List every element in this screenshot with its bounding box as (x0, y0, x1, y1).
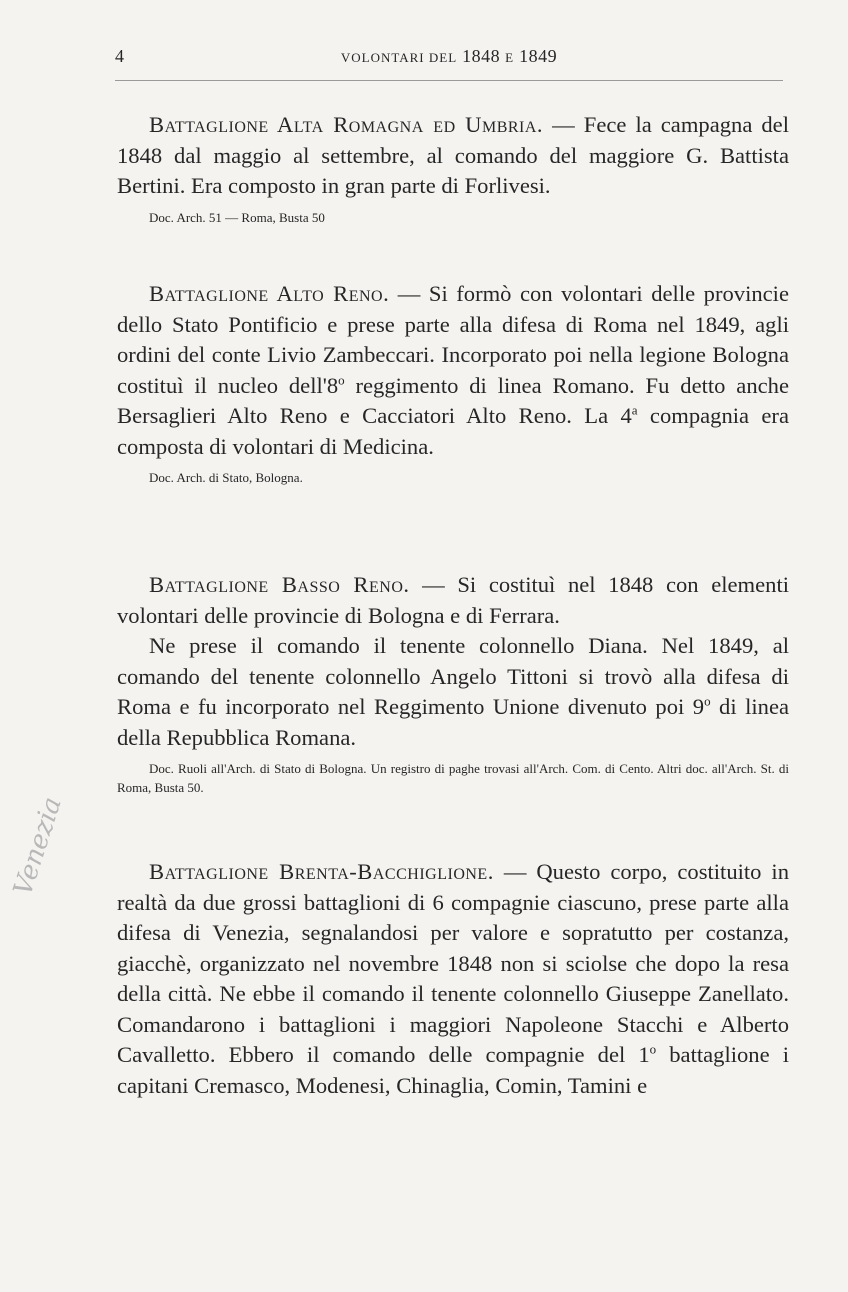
entry-title: Battaglione Alta Romagna ed Umbria. (149, 112, 544, 137)
entry-paragraph: Battaglione Alto Reno. — Si formò con volontari delle provincie dello Stato Pontificio e prese parte alla difesa di Roma nel 1849, agli ordini del conte Livio Zambeccari. Incorporato poi nella legione Bologna costituì il nucleo dell'8$^o$ reggimento di linea Romano. Fu detto anche Bersaglieri Alto Reno e Cacciatori Alto Reno. La 4$^a$ compagnia era composta di volontari di Medicina. (117, 281, 789, 459)
entry-alta-romagna (117, 110, 789, 227)
running-title: VOLONTARI DEL 1848 E 1849 (340, 46, 558, 66)
source-note: Doc. Arch. di Stato, Bologna. (149, 470, 303, 485)
entry-title: Battaglione Brenta-Bacchiglione. (149, 859, 494, 884)
entry-title: Battaglione Basso Reno. (149, 572, 410, 597)
header-rule (115, 80, 783, 81)
page-header (115, 46, 783, 74)
entry-paragraph: Battaglione Brenta-Bacchiglione. — Questo corpo, costituito in realtà da due grossi battaglioni di 6 compagnie ciascuno, prese parte alla difesa di Venezia, segnalandosi per valore e sopratutto per costanza, giacchè, organizzato nel novembre 1848 non si sciolse che dopo la resa della città. Ne ebbe il comando il tenente colonnello Giuseppe Zanellato. Comandarono i battaglioni i maggiori Napoleone Stacchi e Alberto Cavalletto. Ebbero il comando delle compagnie del 1$^o$ battaglione i capitani Cremasco, Modenesi, Chinaglia, Comin, Tamini e (117, 859, 790, 1098)
entry-basso-reno (117, 570, 789, 797)
entry-brenta-bacchiglione (117, 857, 789, 1101)
entry-paragraph: Battaglione Alta Romagna ed Umbria. — Fece la campagna del 1848 dal maggio al settembre, al comando del maggiore G. Battista Bertini. Era composto in gran parte di Forlivesi. (117, 112, 789, 198)
entry-paragraph-2: Ne prese il comando il tenente colonnello Diana. Nel 1849, al comando del tenente colonnello Angelo Tittoni si trovò alla difesa di Roma e fu incorporato nel Reggimento Unione divenuto poi 9$^o$ di linea della Repubblica Romana. (117, 633, 790, 750)
source-note: Doc. Arch. 51 — Roma, Busta 50 (149, 209, 325, 225)
entry-alto-reno (117, 279, 789, 487)
page-number: 4 (115, 46, 124, 66)
entry-paragraph: Battaglione Basso Reno. — Si costituì nel 1848 con elementi volontari delle provincie di Bologna e di Ferrara. (117, 572, 789, 628)
handwritten-margin-note: Venezia (8, 793, 68, 900)
entry-title: Battaglione Alto Reno. (149, 281, 390, 306)
source-note: Doc. Ruoli all'Arch. di Stato di Bologna. Un registro di paghe trovasi all'Arch. Com. di Cento. Altri doc. all'Arch. St. di Roma, Busta 50. (117, 761, 789, 795)
